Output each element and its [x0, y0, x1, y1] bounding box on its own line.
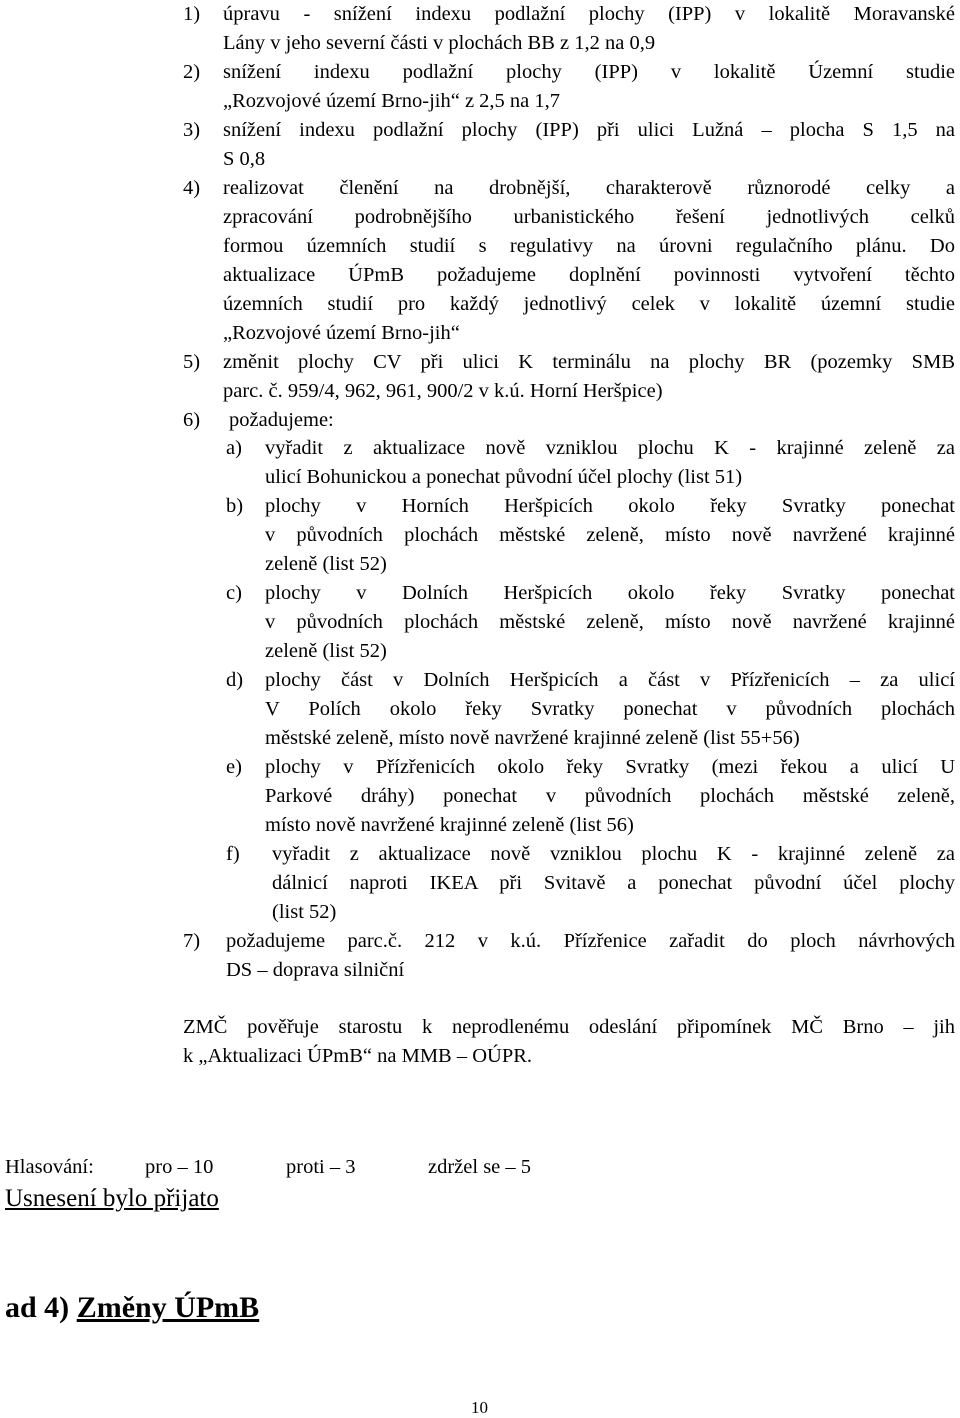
subitem-line: zeleně (list 52)	[265, 640, 387, 662]
page-number: 10	[471, 1398, 488, 1417]
subitem-line: Parkové dráhy) ponechat v původních plochách městské zeleně,	[265, 785, 955, 807]
item-line: Lány v jeho severní části v plochách BB z 1,2 na 0,9	[223, 32, 656, 54]
item-number: 5)	[183, 351, 201, 373]
subitem-line: V Polích okolo řeky Svratky ponechat v původních plochách	[265, 698, 955, 720]
item-line: územních studií pro každý jednotlivý celek v lokalitě územní studie	[223, 293, 955, 315]
subitem-line: vyřadit z aktualizace nově vzniklou plochu K - krajinné zeleně za	[265, 437, 955, 459]
subitem-letter: e)	[226, 756, 242, 778]
subitem-line: v původních plochách městské zeleně, místo nově navržené krajinné	[265, 524, 955, 546]
item-line: S 0,8	[223, 148, 266, 170]
item-number: 6)	[183, 409, 201, 431]
section-heading-title: Změny ÚPmB	[76, 1291, 260, 1324]
subitem-line: plochy v Přízřenicích okolo řeky Svratky (mezi řekou a ulicí U	[265, 756, 955, 778]
subitem-line: plochy část v Dolních Heršpicích a část v Přízřenicích – za ulicí	[265, 669, 955, 691]
subitem-line: dálnicí naproti IKEA při Svitavě a ponechat původní účel plochy	[272, 872, 955, 894]
subitem-line: vyřadit z aktualizace nově vzniklou plochu K - krajinné zeleně za	[272, 843, 955, 865]
item-line: úpravu - snížení indexu podlažní plochy (IPP) v lokalitě Moravanské	[223, 3, 955, 25]
item-number: 2)	[183, 61, 201, 83]
item-number: 3)	[183, 119, 201, 141]
closing-line: ZMČ pověřuje starostu k neprodlenému odeslání připomínek MČ Brno – jih	[183, 1016, 955, 1038]
item-number: 1)	[183, 3, 201, 25]
item-line: formou územních studií s regulativy na úrovni regulačního plánu. Do	[223, 235, 955, 257]
item-line: DS – doprava silniční	[226, 959, 405, 981]
vote-pro: pro – 10	[145, 1156, 214, 1178]
subitem-line: (list 52)	[272, 901, 337, 923]
subitem-line: zeleně (list 52)	[265, 553, 387, 575]
section-heading	[5, 1290, 259, 1326]
section-heading-prefix: ad 4)	[5, 1291, 77, 1324]
subitem-line: plochy v Dolních Heršpicích okolo řeky Svratky ponechat	[265, 582, 955, 604]
subitem-line: místo nově navržené krajinné zeleně (list 56)	[265, 814, 634, 836]
subitem-line: městské zeleně, místo nově navržené krajinné zeleně (list 55+56)	[265, 727, 800, 749]
vote-proti: proti – 3	[286, 1156, 356, 1178]
subitem-line: plochy v Horních Heršpicích okolo řeky Svratky ponechat	[265, 495, 955, 517]
item-line: požadujeme parc.č. 212 v k.ú. Přízřenice zařadit do ploch návrhových	[226, 930, 955, 952]
vote-result	[0, 1153, 960, 1181]
subitem-letter: d)	[226, 669, 244, 691]
vote-zdrzel: zdržel se – 5	[428, 1156, 532, 1178]
subitem-letter: c)	[226, 582, 242, 604]
subitem-letter: f)	[226, 843, 240, 865]
subitem-letter: a)	[226, 437, 242, 459]
item-number: 7)	[183, 930, 201, 952]
item-line: snížení indexu podlažní plochy (IPP) při ulici Lužná – plocha S 1,5 na	[223, 119, 955, 141]
item-line: změnit plochy CV při ulici K terminálu na plochy BR (pozemky SMB	[223, 351, 955, 373]
item-line: požadujeme:	[229, 409, 334, 431]
item-line: zpracování podrobnějšího urbanistického řešení jednotlivých celků	[223, 206, 955, 228]
item-line: „Rozvojové území Brno-jih“ z 2,5 na 1,7	[223, 90, 561, 112]
item-line: snížení indexu podlažní plochy (IPP) v lokalitě Územní studie	[223, 61, 955, 83]
vote-label: Hlasování:	[5, 1156, 94, 1178]
item-line: parc. č. 959/4, 962, 961, 900/2 v k.ú. Horní Heršpice)	[223, 380, 663, 402]
item-line: realizovat členění na drobnější, charakterově různorodé celky a	[223, 177, 955, 199]
subitem-line: v původních plochách městské zeleně, místo nově navržené krajinné	[265, 611, 955, 633]
subitem-line: ulicí Bohunickou a ponechat původní účel plochy (list 51)	[265, 466, 743, 488]
item-number: 4)	[183, 177, 201, 199]
resolution-text: Usnesení bylo přijato	[5, 1185, 219, 1212]
item-line: „Rozvojové území Brno-jih“	[223, 322, 460, 344]
subitem-letter: b)	[226, 495, 244, 517]
item-line: aktualizace ÚPmB požadujeme doplnění povinnosti vytvoření těchto	[223, 264, 955, 286]
closing-line: k „Aktualizaci ÚPmB“ na MMB – OÚPR.	[183, 1045, 533, 1067]
